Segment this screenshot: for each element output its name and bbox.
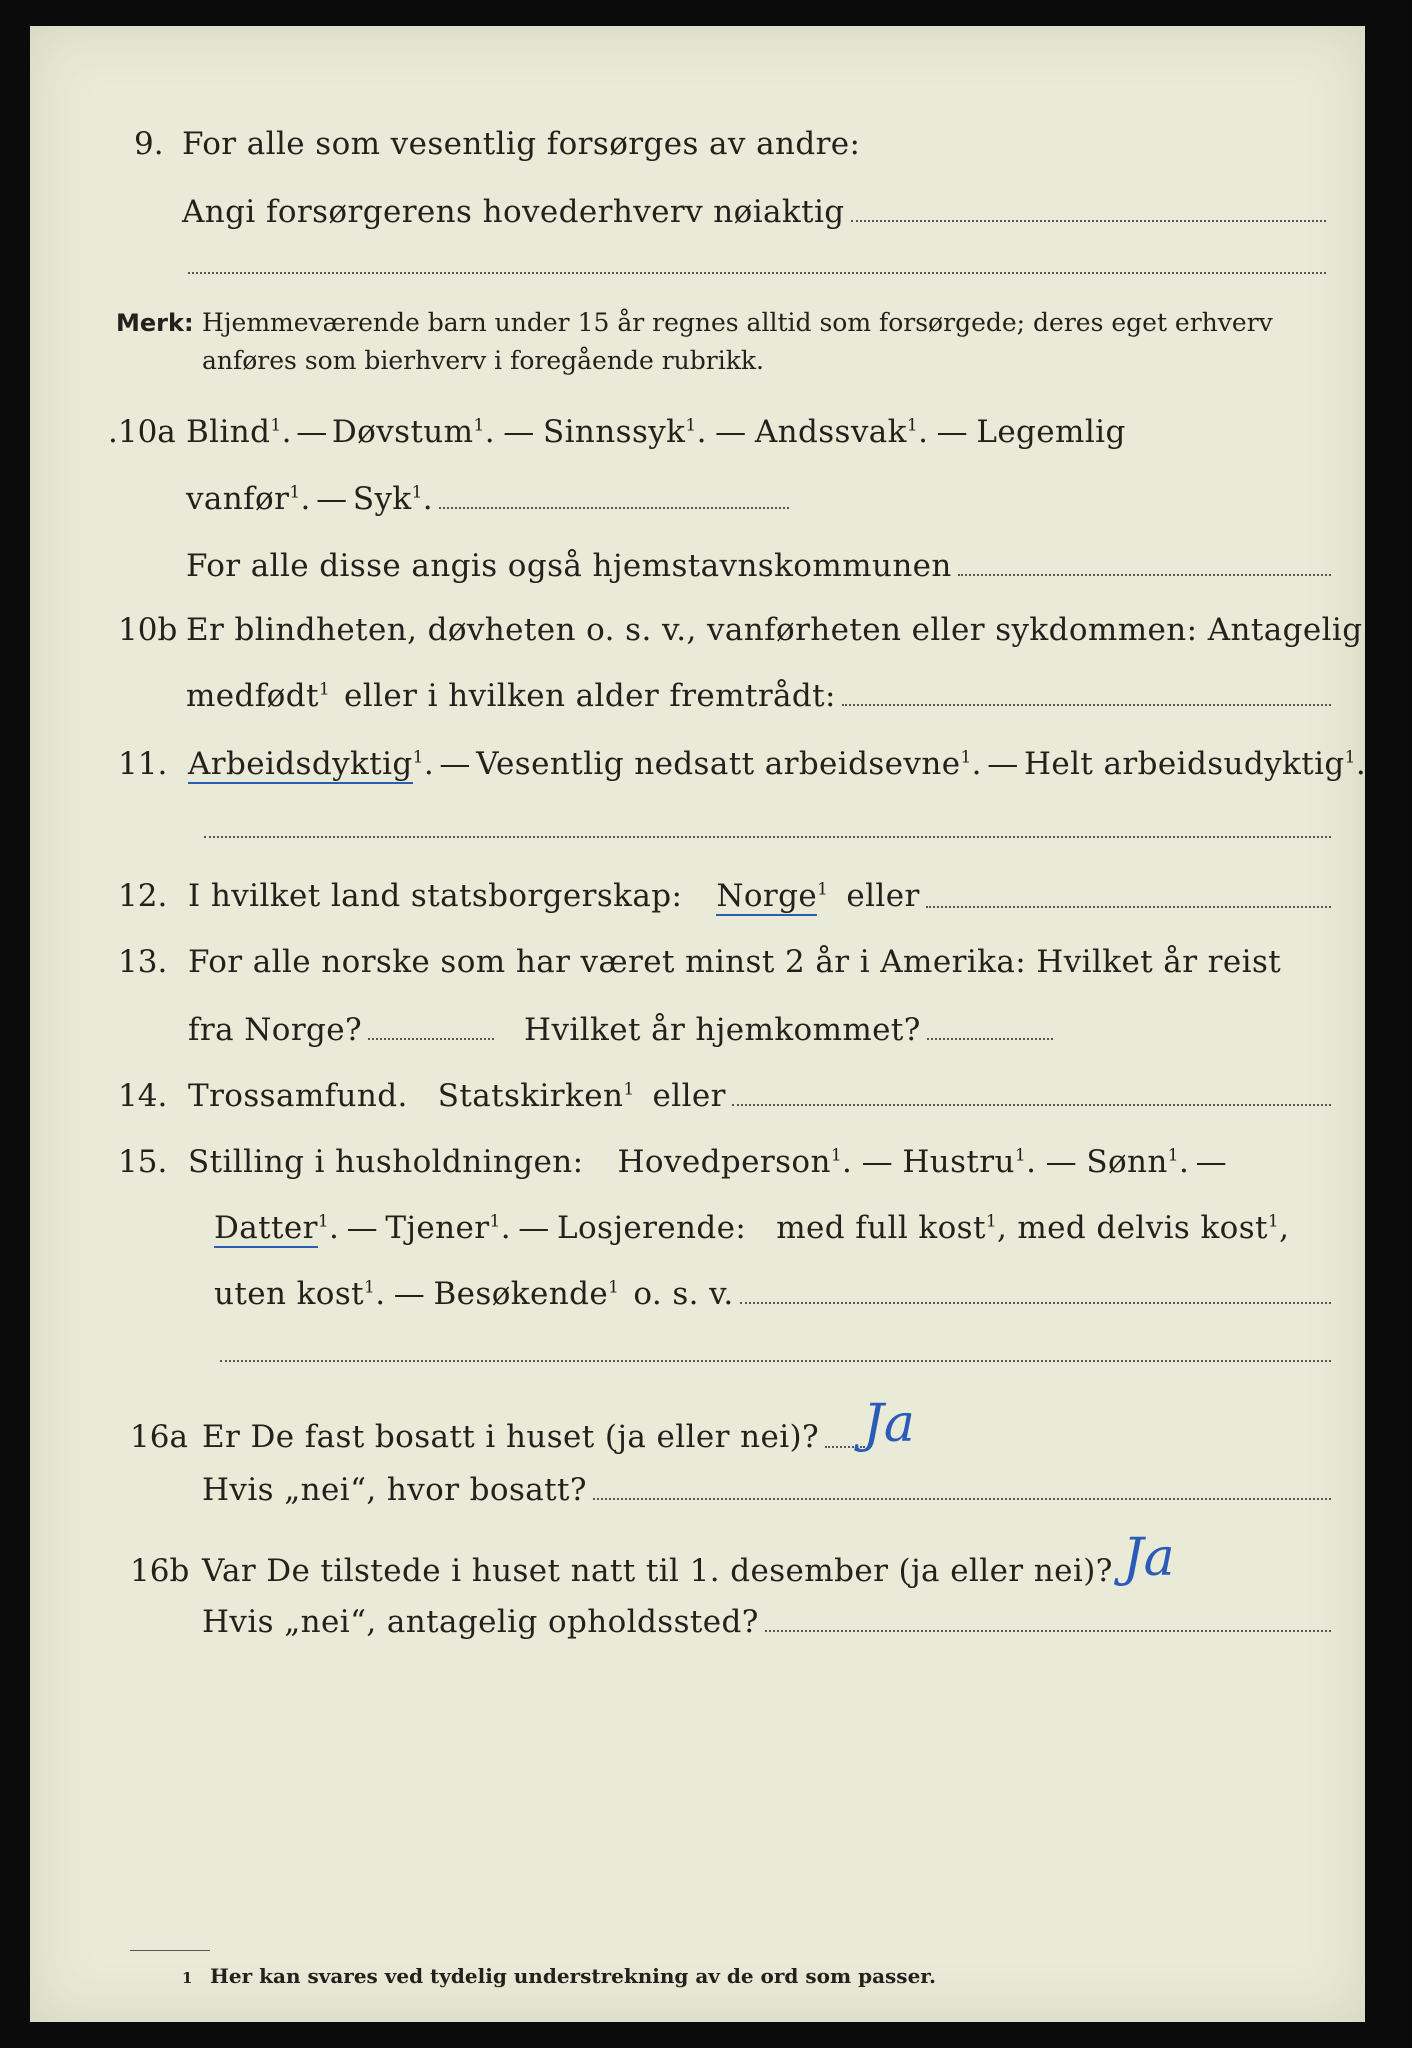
question-number: 10b [118,612,178,648]
option-hovedperson[interactable]: Hovedperson$^1$. [617,1144,853,1180]
question-text: Er blindheten, døvheten o. s. v., vanførheten eller sykdommen: Antagelig [186,612,1363,648]
question-text: Er De fast bosatt i huset (ja eller nei)? [202,1419,820,1455]
question-9-line-1 [134,126,1330,162]
option-norge-selected[interactable]: Norge [716,878,818,914]
option-full-kost[interactable]: med full kost$^1$, [776,1210,1008,1246]
question-15-line-2: Datter $^1$. — Tjener$^1$. — Losjerende: med full kost$^1$, med delvis kost$^1$, [214,1210,1290,1246]
option-andssvak[interactable]: Andssvak$^1$. [754,414,929,450]
separator: — [936,414,969,450]
question-text: Var De tilstede i huset natt til 1. desember (ja eller nei)? [202,1553,1113,1589]
separator: — [987,746,1019,782]
question-number: 14. [118,1078,168,1114]
option-delvis-kost[interactable]: med delvis kost$^1$, [1017,1210,1290,1246]
question-16a-line-2 [202,1472,1335,1508]
question-text: Hvilket år hjemkommet? [524,1012,921,1048]
handwritten-answer[interactable]: Ja [863,1394,915,1454]
question-16b-line-2 [202,1604,1335,1640]
option-vanfor[interactable]: vanfør$^1$. [186,481,311,517]
answer-field[interactable] [593,1498,1331,1500]
footnote-rule [130,1950,210,1951]
question-16b-line-1 [130,1528,1335,1590]
separator: — [861,1144,894,1180]
answer-field[interactable] [188,272,1326,274]
question-text: Hvis „nei“, antagelig opholdssted? [202,1604,759,1640]
handwritten-answer[interactable]: Ja [1122,1528,1175,1588]
question-10a-line-2 [186,481,1335,517]
option-udyktig[interactable]: Helt arbeidsudyktig$^1$. [1023,746,1367,782]
answer-field-year-returned[interactable] [927,1038,1053,1040]
option-datter-selected[interactable]: Datter [214,1210,318,1246]
question-number: 13. [118,944,168,980]
option-legemlig[interactable]: Legemlig [976,414,1126,450]
option-nedsatt[interactable]: Vesentlig nedsatt arbeidsevne$^1$. [476,746,982,782]
option-hustru[interactable]: Hustru$^1$. [902,1144,1037,1180]
census-form-page [30,26,1365,2022]
question-text: Stilling i husholdningen: [188,1144,584,1180]
separator: — [316,481,348,517]
question-number: 12. [118,878,168,914]
option-arbeidsdyktig-selected[interactable]: Arbeidsdyktig [188,746,413,782]
question-11-line-1: 11. Arbeidsdyktig $^1$. — Vesentlig nedsatt arbeidsevne$^1$. — Helt arbeidsudyktig$^1$. [118,746,1367,782]
question-text: fra Norge? [188,1012,363,1048]
question-15-line-4 [214,1342,1335,1362]
answer-field[interactable] [204,836,1331,838]
answer-field[interactable] [958,574,1331,576]
question-13-line-1 [118,944,1335,980]
question-13-line-2 [188,1012,1335,1048]
question-text: For alle norske som har været minst 2 år i Amerika: Hvilket år reist [188,944,1282,980]
option-sinnssyk[interactable]: Sinnssyk$^1$. [542,414,707,450]
note-block [116,304,1335,380]
note-text: Hjemmeværende barn under 15 år regnes alltid som forsørgede; deres eget erhverv [202,308,1273,337]
question-12-line: 12. I hvilket land statsborgerskap: Norge $^1$ eller [118,878,1335,916]
question-10b-line-2 [186,678,1335,714]
answer-field-year-left[interactable] [368,1038,494,1040]
question-number: 16b [130,1553,190,1589]
answer-field[interactable] [851,220,1326,222]
separator: — [1045,1144,1078,1180]
answer-field[interactable] [765,1630,1331,1632]
option-dovstum[interactable]: Døvstum$^1$. [331,414,495,450]
question-text: For alle som vesentlig forsørges av andre: [182,126,861,162]
option-tjener[interactable]: Tjener$^1$. [385,1210,511,1246]
question-text: eller [846,878,920,914]
separator: — [393,1276,426,1312]
option-medfodt[interactable]: medfødt$^1$ [186,678,331,714]
question-10b-line-1 [118,612,1363,648]
question-10a-line-1 [108,414,1335,450]
question-text: eller [652,1078,726,1114]
note-label: Merk: [116,309,194,337]
question-14-line [118,1078,1335,1114]
answer-field[interactable] [926,906,1331,908]
question-text: I hvilket land statsborgerskap: [188,878,683,914]
separator: — [715,414,747,450]
answer-field[interactable] [825,1446,865,1448]
question-number: 9. [134,126,164,162]
separator: — [503,414,535,450]
question-15-line-1 [118,1144,1335,1180]
footnote-text: Her kan svares ved tydelig understrekning av de ord som passer. [210,1964,936,1988]
answer-field[interactable] [439,507,789,509]
option-blind[interactable]: Blind$^1$. [186,414,292,450]
question-10a-line-3 [186,548,1335,584]
answer-field[interactable] [220,1360,1331,1362]
separator: — [439,746,471,782]
option-statskirken[interactable]: Statskirken$^1$ [437,1078,635,1114]
question-text: eller i hvilken alder fremtrådt: [344,678,836,714]
separator: — [518,1210,550,1246]
note-text-2: anføres som bierhverv i foregående rubrikk. [202,346,764,375]
answer-field[interactable] [842,704,1331,706]
option-syk[interactable]: Syk$^1$. [352,481,434,517]
answer-field[interactable] [740,1302,1331,1304]
question-text: Angi forsørgerens hovederhverv nøiaktig [182,194,845,230]
question-text: Hvis „nei“, hvor bosatt? [202,1472,587,1508]
option-uten-kost[interactable]: uten kost$^1$. [214,1276,386,1312]
answer-field[interactable] [732,1104,1331,1106]
question-9-line-2 [182,194,1330,230]
question-11-line-2 [198,818,1335,838]
question-text: o. s. v. [633,1276,734,1312]
question-9-line-3 [182,254,1330,274]
option-sonn[interactable]: Sønn$^1$. [1086,1144,1190,1180]
footnote [182,1964,1335,1988]
separator: — [296,414,328,450]
question-number: .10a [108,414,176,450]
question-number: 16a [130,1419,188,1455]
footnote-mark: 1 [182,1969,193,1987]
question-16a-line-1 [130,1394,1335,1456]
question-text: For alle disse angis også hjemstavnskommunen [186,548,952,584]
separator: — [1195,1144,1227,1180]
label-losjerende: Losjerende: [556,1210,747,1246]
question-number: 15. [118,1144,168,1180]
question-text: Trossamfund. [188,1078,408,1114]
separator: — [346,1210,379,1246]
option-besokende[interactable]: Besøkende$^1$ [433,1276,620,1312]
question-15-line-3 [214,1276,1335,1312]
question-number: 11. [118,746,168,782]
